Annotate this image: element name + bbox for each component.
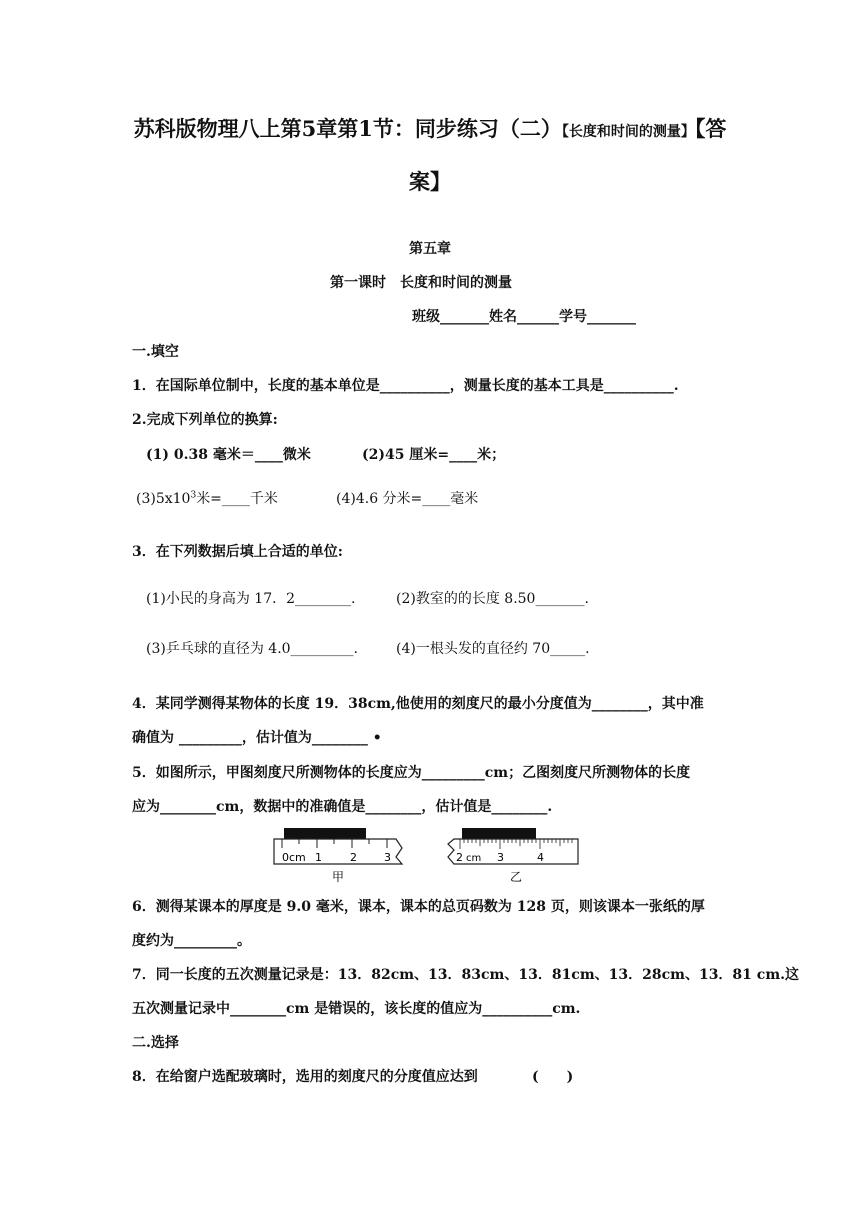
ruler-jia-object <box>284 828 366 839</box>
question-7-line-2: 五次测量记录中________cm 是错误的，该长度的值应为__________cm. <box>132 1001 581 1017</box>
question-3-2: (2)教室的的长度 8.50_______. <box>396 591 589 607</box>
ruler-yi-ticks <box>460 839 572 849</box>
ruler-jia-tick-3: 3 <box>384 851 391 864</box>
title-answer-start: 【答 <box>694 116 727 141</box>
question-4-line-1: 4．某同学测得某物体的长度 19．38cm,他使用的刻度尺的最小分度值为________，其中准 <box>132 696 704 712</box>
lesson-heading: 第一课时 长度和时间的测量 <box>330 275 512 291</box>
ruler-jia-caption: 甲 <box>332 870 345 884</box>
question-5-line-2: 应为________cm，数据中的准确值是________，估计值是________. <box>132 799 553 815</box>
question-3-1: (1)小民的身高为 17．2________. <box>146 591 356 607</box>
question-2-3 <box>136 488 278 508</box>
question-6-line-2: 度约为_________。 <box>132 933 251 949</box>
chapter-heading: 第五章 <box>409 241 451 257</box>
question-2-2: (2)45 厘米=____米； <box>362 447 506 463</box>
section-choice-heading: 二.选择 <box>132 1035 179 1051</box>
question-3: 3．在下列数据后填上合适的单位: <box>132 544 343 560</box>
ruler-jia-tick-0: 0cm <box>282 851 306 864</box>
ruler-jia-tick-1: 1 <box>315 851 322 864</box>
question-7-line-1: 7．同一长度的五次测量记录是：13．82cm、13．83cm、13．81cm、13．28cm、13．81 cm.这 <box>132 967 800 983</box>
question-4-line-2: 确值为 _________，估计值为________ • <box>132 730 382 746</box>
section-fill-heading: 一.填空 <box>132 344 179 360</box>
question-1: 1．在国际单位制中，长度的基本单位是__________，测量长度的基本工具是__________. <box>132 378 679 394</box>
question-2-1: (1) 0.38 毫米＝____微米 <box>146 447 311 463</box>
ruler-yi-caption: 乙 <box>510 870 523 884</box>
ruler-jia-ticks <box>282 839 387 848</box>
document-title <box>120 104 740 207</box>
question-8: 8．在给窗户选配玻璃时，选用的刻度尺的分度值应达到 <box>132 1069 478 1085</box>
title-bracket-small: 【长度和时间的测量】 <box>561 124 695 140</box>
ruler-yi-tick-4: 4 <box>537 851 544 864</box>
question-3-3: (3)乒乓球的直径为 4.0_________. <box>146 641 358 657</box>
ruler-jia-figure <box>270 824 410 886</box>
ruler-yi-figure <box>444 824 584 886</box>
question-5-line-1: 5．如图所示，甲图刻度尺所测物体的长度应为_________cm；乙图刻度尺所测物体的长度 <box>132 765 691 781</box>
ruler-yi-tick-3: 3 <box>497 851 504 864</box>
ruler-jia-tick-2: 2 <box>350 851 357 864</box>
ruler-yi-object <box>462 828 536 839</box>
q2-3-part-a: (3)5x10 <box>136 491 191 507</box>
question-8-paren: ( ) <box>532 1069 574 1085</box>
title-answer-end: 案】 <box>409 169 451 194</box>
q2-3-part-b: 米=____千米 <box>196 491 278 507</box>
question-6-line-1: 6．测得某课本的厚度是 9.0 毫米，课本，课本的总页码数为 128 页，则该课本一张纸的厚 <box>132 899 705 915</box>
ruler-yi-tick-0: 2 <box>456 851 463 864</box>
ruler-yi-tick-unit: cm <box>466 853 482 864</box>
question-3-4: (4)一根头发的直径约 70_____. <box>396 641 590 657</box>
question-2: 2.完成下列单位的换算: <box>132 412 278 428</box>
title-main: 苏科版物理八上第5章第1节：同步练习（二） <box>133 116 562 141</box>
q2-3-superscript: 3 <box>190 490 197 501</box>
class-info: 班级_______姓名______学号_______ <box>412 309 636 325</box>
question-2-4: (4)4.6 分米=____毫米 <box>336 491 479 507</box>
